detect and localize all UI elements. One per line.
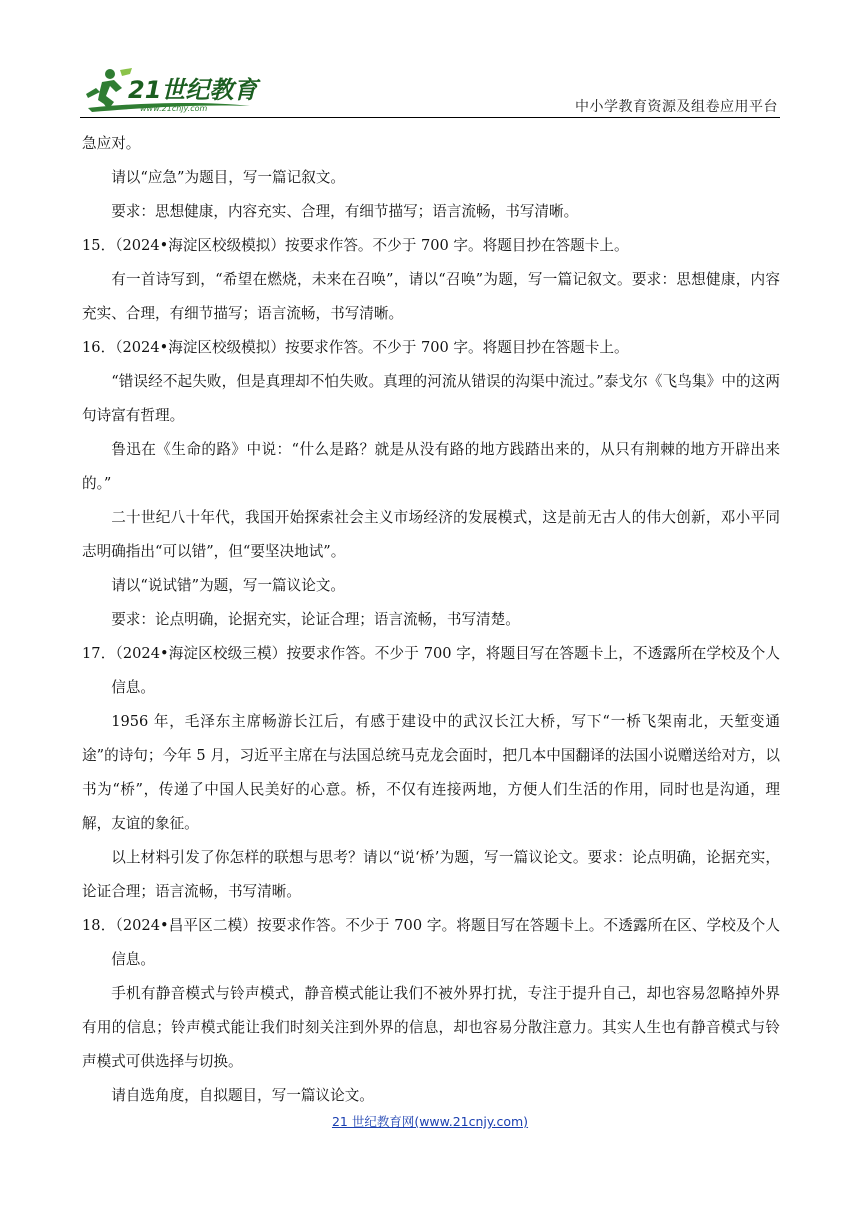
paragraph: 急应对。 [82,135,141,152]
paragraph: 要求：思想健康，内容充实、合理，有细节描写；语言流畅，书写清晰。 [111,203,579,220]
paragraph: 二十世纪八十年代，我国开始探索社会主义市场经济的发展模式，这是前无古人的伟大创新，邓小平同志明确指出“可以错”，但“要坚决地试”。 [82,509,780,560]
footer-link[interactable]: 21 世纪教育网(www.21cnjy.com) [331,1114,529,1129]
question-heading: 16．（2024•海淀区校级模拟）按要求作答。不少于 700 字。将题目抄在答题卡上。 [82,339,629,356]
page-footer [0,1112,860,1130]
paragraph: 请以“说试错”为题，写一篇议论文。 [111,577,346,594]
question-heading: 15．（2024•海淀区校级模拟）按要求作答。不少于 700 字。将题目抄在答题卡上。 [82,237,629,254]
platform-name: 中小学教育资源及组卷应用平台 [575,99,778,115]
document-body [82,127,780,1113]
runner-logo-icon [80,64,280,118]
paragraph: “错误经不起失败，但是真理却不怕失败。真理的河流从错误的沟渠中流过。”泰戈尔《飞鸟集》中的这两句诗富有哲理。 [82,373,780,424]
paragraph: 1956 年，毛泽东主席畅游长江后，有感于建设中的武汉长江大桥，写下“一桥飞架南北，天堑变通途”的诗句；今年 5 月，习近平主席在与法国总统马克龙会面时，把几本中国翻译的法国小说赠送给对方，以书为“桥”，传递了中国人民美好的心意。桥，不仅有连接两地，方便人们生活的作用，同时也是沟通，理解，友谊的象征。 [82,713,780,832]
paragraph: 请以“应急”为题目，写一篇记叙文。 [111,169,346,186]
paragraph: 要求：论点明确，论据充实，论证合理；语言流畅，书写清楚。 [111,611,520,628]
question-heading: 17．（2024•海淀区校级三模）按要求作答。不少于 700 字，将题目写在答题卡上，不透露所在学校及个人信息。 [82,645,780,696]
svg-text:www.21cnjy.com: www.21cnjy.com [140,104,208,113]
paragraph: 以上材料引发了你怎样的联想与思考？请以“说‘桥’为题，写一篇议论文。要求：论点明确，论据充实，论证合理；语言流畅，书写清晰。 [82,849,780,900]
page-header [80,62,780,118]
svg-text:21世纪教育: 21世纪教育 [128,76,258,104]
paragraph: 手机有静音模式与铃声模式，静音模式能让我们不被外界打扰，专注于提升自己，却也容易忽略掉外界有用的信息；铃声模式能让我们时刻关注到外界的信息，却也容易分散注意力。其实人生也有静音模式与铃声模式可供选择与切换。 [82,985,780,1070]
paragraph: 鲁迅在《生命的路》中说：“什么是路？就是从没有路的地方践踏出来的，从只有荆棘的地方开辟出来的。” [82,441,780,492]
site-logo [80,64,280,118]
paragraph: 请自选角度，自拟题目，写一篇议论文。 [111,1087,374,1104]
paragraph: 有一首诗写到，“希望在燃烧，未来在召唤”，请以“召唤”为题，写一篇记叙文。要求：思想健康，内容充实、合理，有细节描写；语言流畅，书写清晰。 [82,271,780,322]
header-divider [80,117,780,118]
question-heading: 18．（2024•昌平区二模）按要求作答。不少于 700 字。将题目写在答题卡上。不透露所在区、学校及个人信息。 [82,917,780,968]
